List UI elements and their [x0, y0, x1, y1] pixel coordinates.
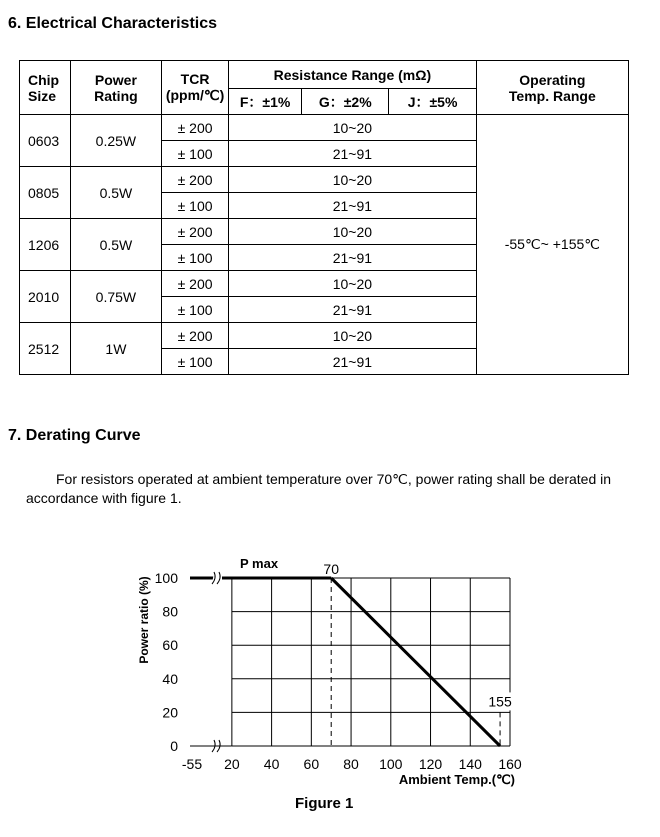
- annotation-label: 155: [488, 693, 512, 710]
- operating-temp-cell: -55℃~ +155℃: [476, 115, 628, 375]
- range-cell: 21~91: [229, 297, 477, 323]
- header-chip-size: Chip Size: [20, 61, 71, 115]
- tcr-cell: ± 200: [162, 271, 229, 297]
- y-tick-label: 40: [162, 670, 178, 687]
- range-cell: 10~20: [229, 167, 477, 193]
- header-tolerance-g: G：±2%: [302, 89, 389, 115]
- y-tick-label: 100: [154, 570, 178, 586]
- range-cell: 21~91: [229, 245, 477, 271]
- x-axis-label: Ambient Temp.(℃): [398, 772, 515, 787]
- y-axis-label: Power ratio (%): [137, 576, 151, 664]
- x-tick-label: 80: [343, 756, 359, 772]
- section-7-title: 7. Derating Curve: [8, 427, 141, 444]
- x-tick-label: 40: [263, 756, 280, 772]
- header-tolerance-j: J：±5%: [389, 89, 476, 115]
- table-row: [20, 115, 629, 141]
- power-rating-cell: 0.75W: [70, 271, 161, 323]
- header-operating-temp: Operating Temp. Range: [476, 61, 628, 115]
- tcr-cell: ± 100: [162, 141, 229, 167]
- tcr-cell: ± 100: [162, 245, 229, 271]
- y-tick-label: 60: [162, 637, 178, 654]
- range-cell: 10~20: [229, 115, 477, 141]
- header-power-rating: Power Rating: [70, 61, 161, 115]
- power-rating-cell: 0.25W: [70, 115, 161, 167]
- header-tcr: TCR (ppm/℃): [162, 61, 229, 115]
- derating-chart: [0, 540, 660, 790]
- chip-size-cell: 0805: [20, 167, 71, 219]
- tcr-cell: ± 200: [162, 219, 229, 245]
- range-cell: 10~20: [229, 219, 477, 245]
- range-cell: 10~20: [229, 271, 477, 297]
- range-cell: 21~91: [229, 141, 477, 167]
- derating-paragraph: [26, 470, 646, 508]
- paragraph-line-1: For resistors operated at ambient temperature over 70℃, power rating shall be derated in: [56, 471, 612, 487]
- figure-caption: Figure 1: [295, 795, 354, 812]
- paragraph-line-2: accordance with figure 1.: [26, 490, 182, 506]
- power-rating-cell: 0.5W: [70, 167, 161, 219]
- tcr-cell: ± 200: [162, 167, 229, 193]
- annotation-label: 70: [323, 561, 339, 577]
- chart-title: P max: [240, 556, 279, 571]
- x-tick-label: 140: [458, 756, 482, 772]
- y-tick-label: 20: [162, 704, 178, 721]
- section-6-title: 6. Electrical Characteristics: [8, 15, 218, 32]
- range-cell: 21~91: [229, 349, 477, 375]
- range-cell: 10~20: [229, 323, 477, 349]
- range-cell: 21~91: [229, 193, 477, 219]
- x-tick-label: 120: [418, 756, 443, 772]
- tcr-cell: ± 100: [162, 349, 229, 375]
- axis-break-top: [212, 572, 220, 584]
- tcr-cell: ± 200: [162, 323, 229, 349]
- x-tick-label: -55: [181, 756, 203, 772]
- x-tick-label: 100: [379, 756, 403, 772]
- tcr-cell: ± 100: [162, 193, 229, 219]
- chip-size-cell: 0603: [20, 115, 71, 167]
- chip-size-cell: 1206: [20, 219, 71, 271]
- x-tick-label: 160: [498, 756, 522, 772]
- x-tick-label: 20: [224, 756, 240, 772]
- chip-size-cell: 2010: [20, 271, 71, 323]
- power-rating-cell: 1W: [70, 323, 161, 375]
- y-tick-label: 0: [170, 738, 178, 754]
- tcr-cell: ± 100: [162, 297, 229, 323]
- electrical-characteristics-table: [19, 60, 629, 375]
- tcr-cell: ± 200: [162, 115, 229, 141]
- x-tick-label: 60: [303, 756, 320, 772]
- power-rating-cell: 0.5W: [70, 219, 161, 271]
- header-resistance-range: Resistance Range (mΩ): [229, 61, 477, 89]
- header-tolerance-f: F：±1%: [229, 89, 302, 115]
- curve-derating-segment: [331, 578, 500, 746]
- chip-size-cell: 2512: [20, 323, 71, 375]
- y-tick-label: 80: [162, 603, 178, 620]
